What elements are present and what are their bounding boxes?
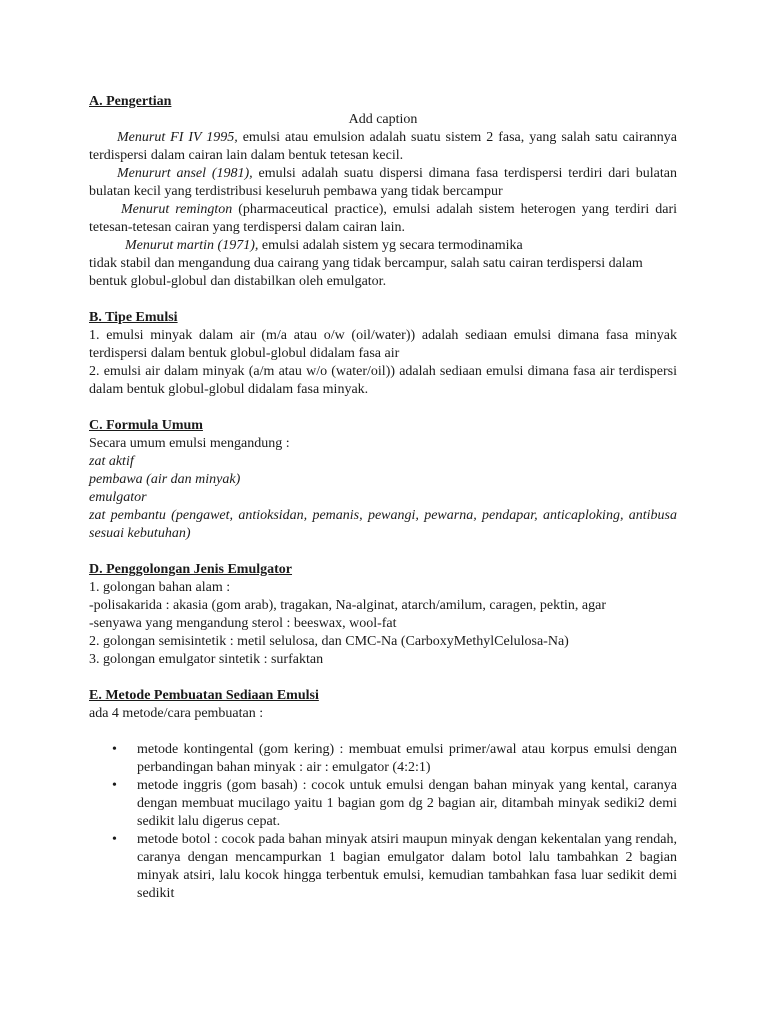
paragraph-remington (89, 201, 677, 237)
paragraph-martin-continued: tidak stabil dan mengandung dua cairang yang tidak bercampur, salah satu cairan terdispersi dalam bentuk globul-globul dan distabilkan oleh emulgator. (89, 256, 643, 289)
spacer (89, 543, 677, 561)
metode-intro: ada 4 metode/cara pembuatan : (89, 706, 264, 721)
citation-fi-iv: Menurut FI IV 1995, (117, 130, 238, 145)
heading-penggolongan-emulgator: D. Penggolongan Jenis Emulgator (89, 562, 293, 577)
list-item-metode-botol (89, 831, 677, 903)
list-item-text: metode botol : cocok pada bahan minyak atsiri maupun minyak dengan kekentalan yang rendah, caranya dengan mencampurkan 1 bagian emulgator dalam botol lalu tambahkan 2 bagian minyak atsiri, lalu kocok hingga terbentuk emulsi, kemudian tambahkan fasa luar sedikit demi sedikit (137, 832, 677, 901)
formula-intro: Secara umum emulsi mengandung : (89, 436, 290, 451)
heading-tipe-emulsi: B. Tipe Emulsi (89, 310, 178, 325)
list-item-text: metode inggris (gom basah) : cocok untuk emulsi dengan bahan minyak yang kental, caranya dengan membuat mucilago yaitu 1 bagian gom dg 2 bagian air, ditambah minyak sediki2 demi sedikit lalu digerus cepat. (137, 778, 677, 829)
bullet-icon: • (112, 778, 117, 793)
spacer (89, 291, 677, 309)
paragraph-martin (89, 237, 677, 255)
list-item-oil-in-water: 1. emulsi minyak dalam air (m/a atau o/w (oil/water)) adalah sediaan emulsi dimana fasa minyak terdispersi dalam bentuk globul-globul didalam fasa air (89, 328, 677, 361)
definition-ansel: emulsi adalah suatu dispersi dimana fasa terdispersi terdiri dari bulatan bulatan kecil yang terdistribusi keseluruh pembawa yang tidak bercampur (89, 166, 677, 199)
bullet-icon: • (112, 832, 117, 847)
citation-martin: Menurut martin (1971), (125, 238, 259, 253)
definition-martin: emulsi adalah sistem yg secara termodinamika (258, 238, 523, 253)
paragraph-ansel (89, 165, 677, 201)
emulgator-group-natural: 1. golongan bahan alam : (89, 580, 231, 595)
list-item-text: metode kontingental (gom kering) : membuat emulsi primer/awal atau korpus emulsi dengan perbandingan bahan minyak : air : emulgator (4:2:1) (137, 742, 677, 775)
list-item-metode-kontingental (89, 741, 677, 777)
heading-formula-umum: C. Formula Umum (89, 418, 203, 433)
bullet-icon: • (112, 742, 117, 757)
metode-list (89, 741, 677, 903)
heading-pengertian: A. Pengertian (89, 94, 172, 109)
emulgator-sterol: -senyawa yang mengandung sterol : beeswax, wool-fat (89, 616, 397, 631)
formula-item-zat-aktif: zat aktif (89, 454, 134, 469)
document-page (89, 93, 677, 903)
list-item-water-in-oil: 2. emulsi air dalam minyak (a/m atau w/o (water/oil)) adalah sediaan emulsi dimana fasa air terdispersi dalam bentuk globul-globul didalam fasa minyak. (89, 364, 677, 397)
citation-ansel: Menururt ansel (1981), (117, 166, 253, 181)
spacer (89, 399, 677, 417)
spacer (89, 669, 677, 687)
list-item-metode-inggris (89, 777, 677, 831)
definition-remington: (pharmaceutical practice), emulsi adalah sistem heterogen yang terdiri dari tetesan-tetesan cairan yang terdispersi dalam cairan lain. (89, 202, 677, 235)
heading-metode-pembuatan: E. Metode Pembuatan Sediaan Emulsi (89, 688, 319, 703)
paragraph-fi-iv (89, 129, 677, 165)
formula-item-pembawa: pembawa (air dan minyak) (89, 472, 241, 487)
emulgator-group-synthetic: 3. golongan emulgator sintetik : surfaktan (89, 652, 324, 667)
definition-fi-iv: emulsi atau emulsion adalah suatu sistem 2 fasa, yang salah satu cairannya terdispersi dalam cairan lain dalam bentuk tetesan kecil. (89, 130, 677, 163)
citation-remington: Menurut remington (121, 202, 233, 217)
emulgator-polisakarida: -polisakarida : akasia (gom arab), tragakan, Na-alginat, atarch/amilum, caragen, pektin, agar (89, 598, 606, 613)
emulgator-group-semisynthetic: 2. golongan semisintetik : metil selulosa, dan CMC-Na (CarboxyMethylCelulosa-Na) (89, 634, 569, 649)
formula-item-emulgator: emulgator (89, 490, 147, 505)
formula-item-zat-pembantu: zat pembantu (pengawet, antioksidan, pemanis, pewangi, pewarna, pendapar, anticaploking, antibusa sesuai kebutuhan) (89, 508, 677, 541)
image-caption: Add caption (348, 112, 418, 127)
